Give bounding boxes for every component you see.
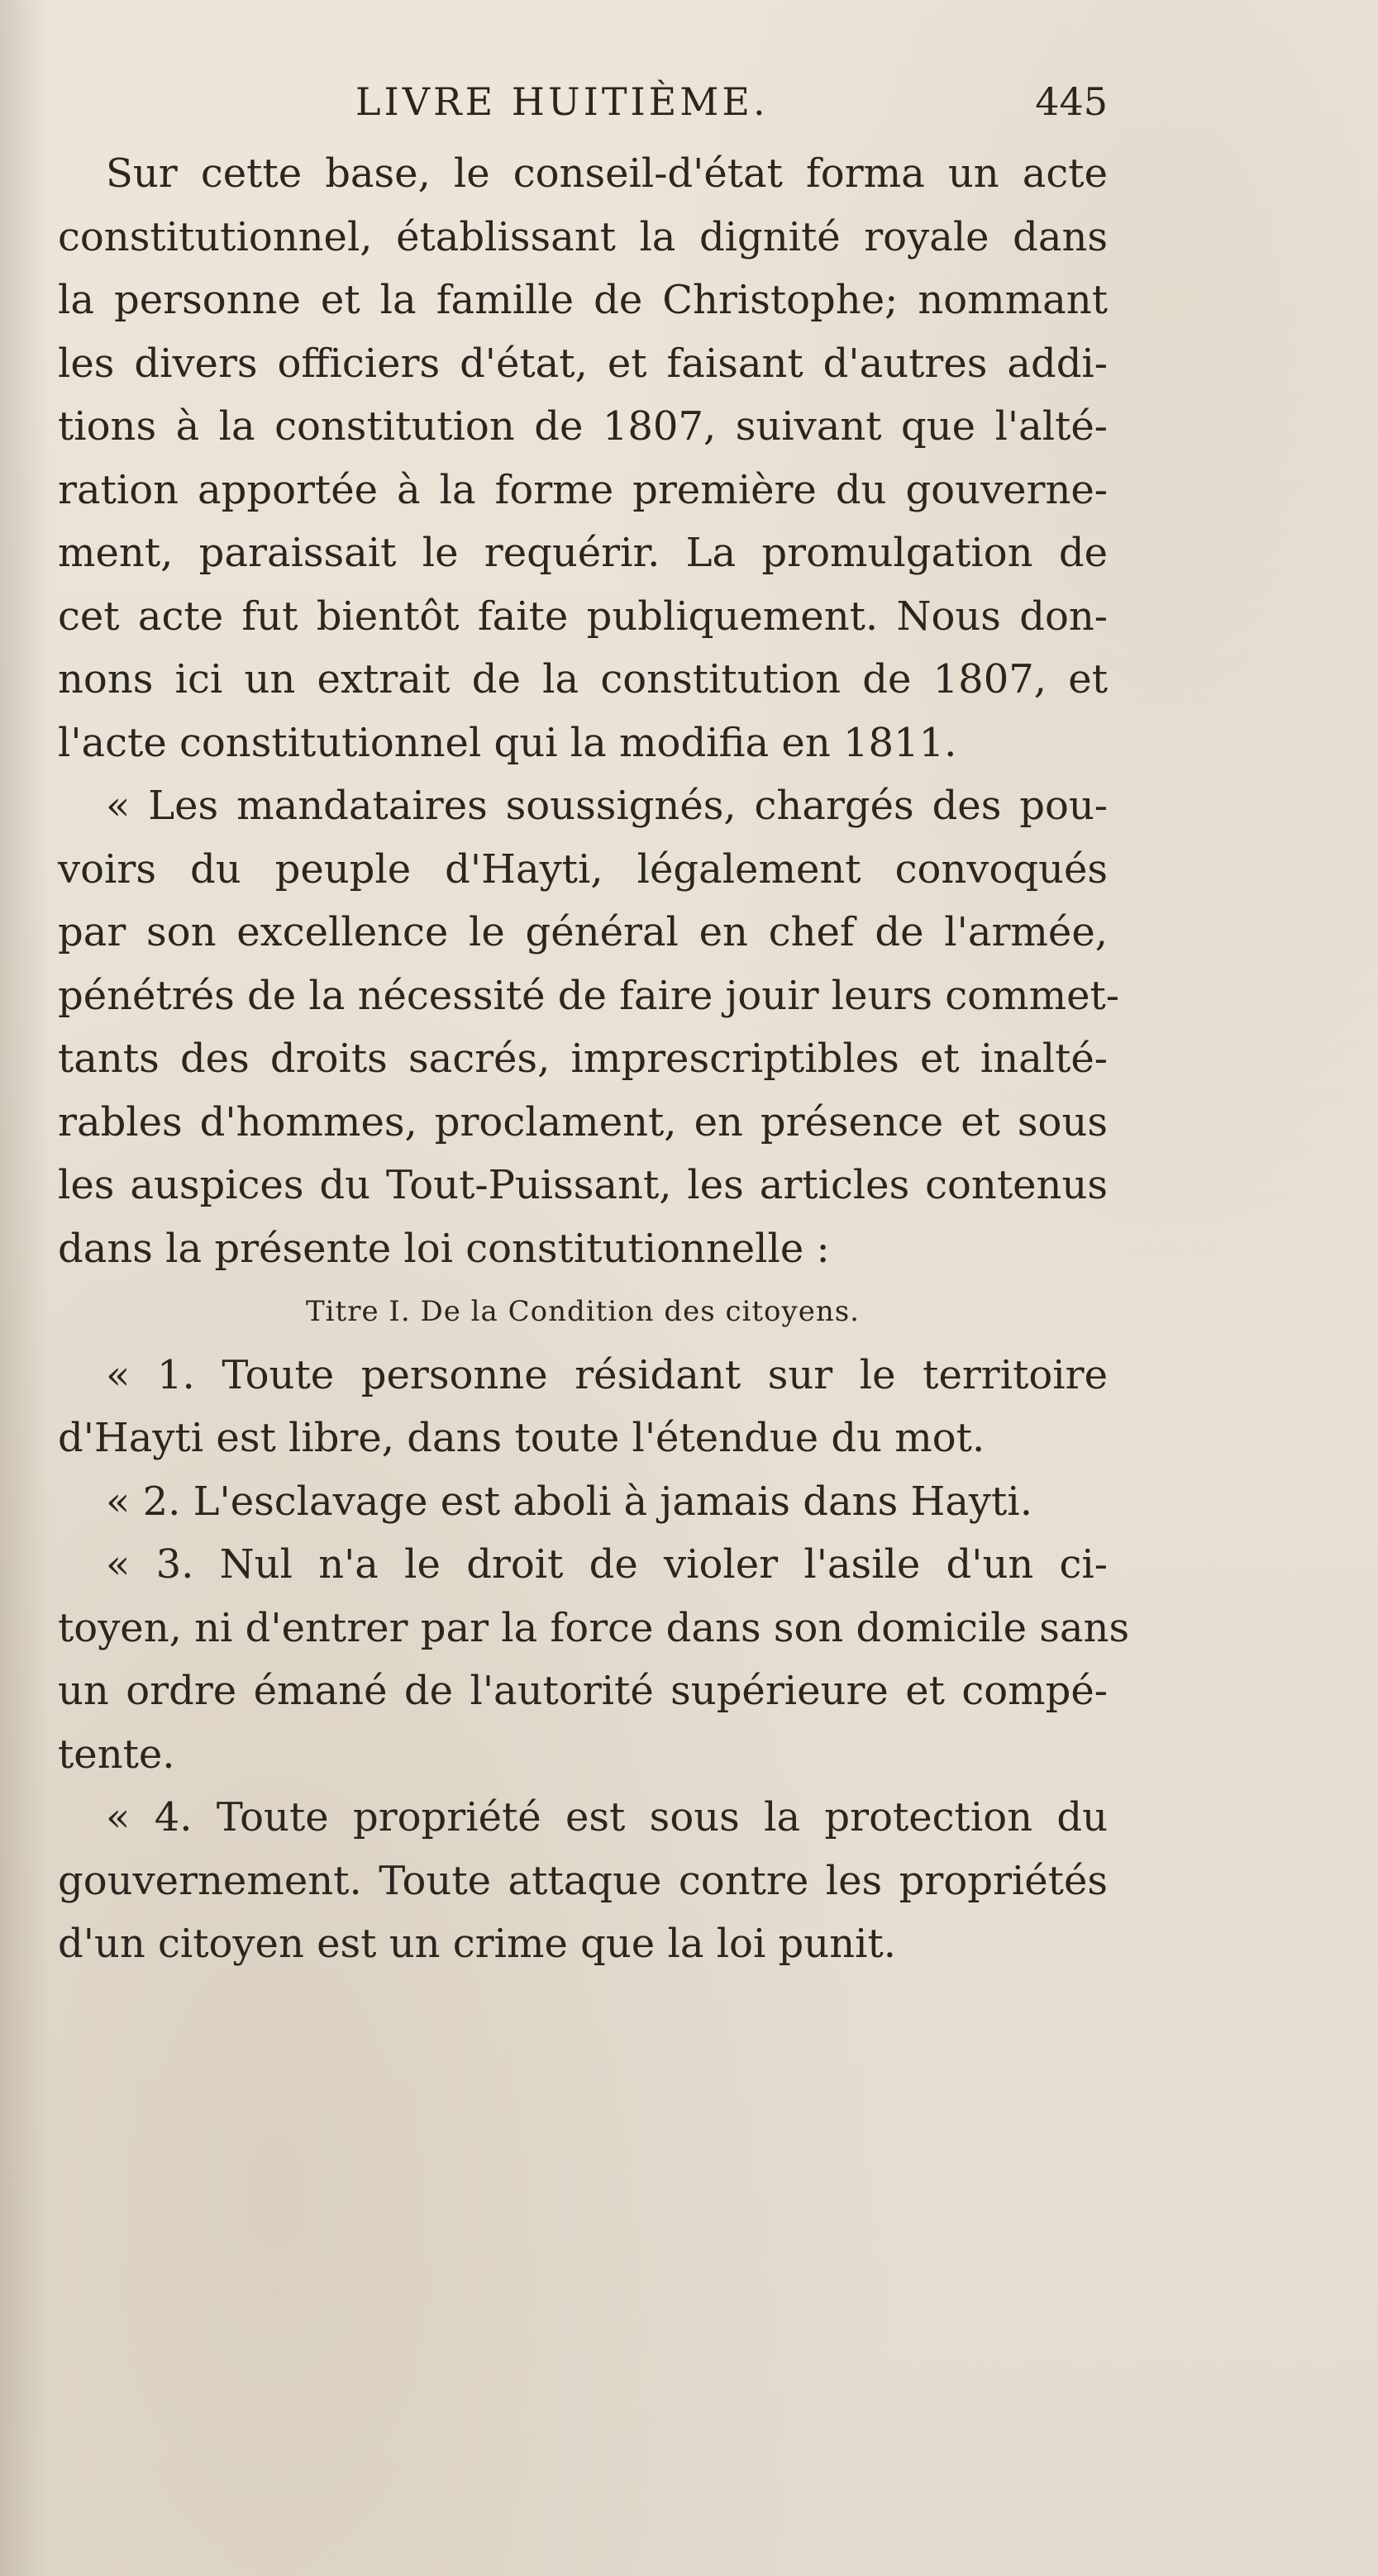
text-line: pénétrés de la nécessité de faire jouir leurs commet- <box>58 972 1119 1019</box>
text-line: d'un citoyen est un crime que la loi punit. <box>58 1921 896 1967</box>
text-line: un ordre émané de l'autorité supérieure et compé- <box>58 1668 1108 1714</box>
text-line: « 2. L'esclavage est aboli à jamais dans Hayti. <box>106 1478 1032 1525</box>
text-line: les auspices du Tout-Puissant, les articles contenus <box>58 1162 1108 1208</box>
paragraph-preamble <box>58 774 1119 1280</box>
text-line: cet acte fut bientôt faite publiquement. Nous don- <box>58 593 1108 640</box>
text-line: nons ici un extrait de la constitution de 1807, et <box>58 656 1108 702</box>
spine-shadow <box>0 0 50 2576</box>
text-line: « 3. Nul n'a le droit de violer l'asile d'un ci- <box>106 1541 1108 1588</box>
paragraph-intro <box>58 142 1108 774</box>
page-number: 445 <box>1035 79 1108 124</box>
text-block <box>58 142 1130 1976</box>
running-title: LIVRE HUITIÈME. <box>355 79 769 124</box>
article-1 <box>58 1344 1108 1470</box>
article-4 <box>58 1786 1108 1976</box>
text-line: gouvernement. Toute attaque contre les propriétés <box>58 1857 1108 1904</box>
text-line: par son excellence le général en chef de l'armée, <box>58 909 1108 955</box>
text-line: toyen, ni d'entrer par la force dans son domicile sans <box>58 1604 1130 1651</box>
text-line: rables d'hommes, proclament, en présence et sous <box>58 1098 1108 1145</box>
text-line: la personne et la famille de Christophe; nommant <box>58 277 1108 323</box>
text-line: « 1. Toute personne résidant sur le territoire <box>106 1351 1108 1398</box>
text-line: ment, paraissait le requérir. La promulgation de <box>58 530 1108 576</box>
text-line: « 4. Toute propriété est sous la protection du <box>106 1794 1108 1840</box>
text-line: voirs du peuple d'Hayti, légalement convoqués <box>58 845 1108 893</box>
running-head <box>58 73 1108 131</box>
text-line: ration apportée à la forme première du gouverne- <box>58 466 1108 513</box>
article-3 <box>58 1533 1130 1786</box>
text-line: « Les mandataires soussignés, chargés des pou- <box>106 783 1108 829</box>
text-line: les divers officiers d'état, et faisant d'autres addi- <box>58 340 1108 387</box>
text-line: dans la présente loi constitutionnelle : <box>58 1225 830 1272</box>
article-2 <box>58 1470 1108 1534</box>
text-line: d'Hayti est libre, dans toute l'étendue du mot. <box>58 1415 985 1461</box>
text-line: tente. <box>58 1731 175 1778</box>
text-line: Sur cette base, le conseil-d'état forma un acte <box>106 150 1108 197</box>
text-line: constitutionnel, établissant la dignité royale dans <box>58 213 1108 260</box>
section-title: Titre I. De la Condition des citoyens. <box>306 1295 860 1328</box>
text-line: tions à la constitution de 1807, suivant que l'alté- <box>58 403 1108 450</box>
text-line: tants des droits sacrés, imprescriptibles et inalté- <box>58 1036 1108 1082</box>
text-line: l'acte constitutionnel qui la modifia en 1811. <box>58 719 957 766</box>
